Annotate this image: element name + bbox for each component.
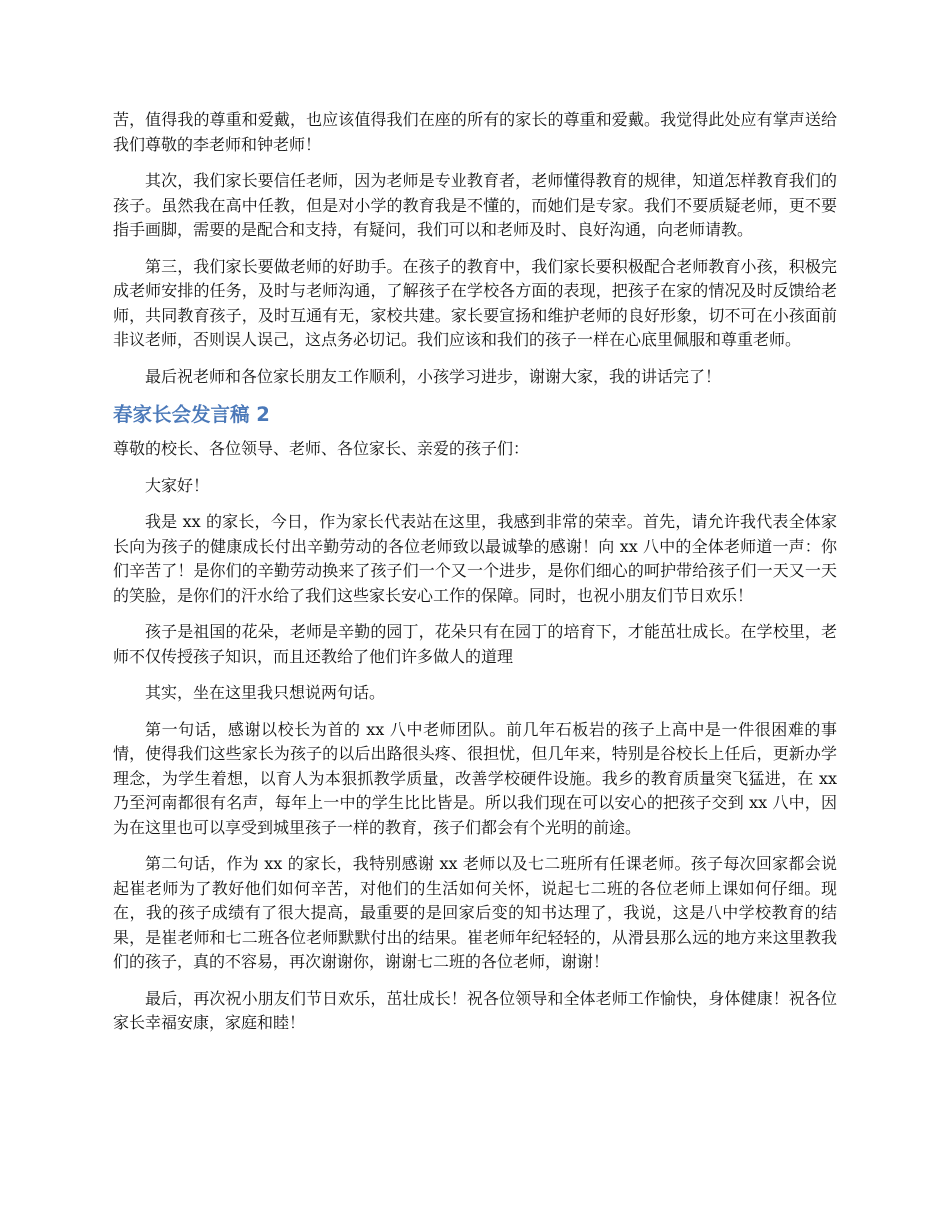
paragraph-flowers-gardeners: 孩子是祖国的花朵，老师是辛勤的园丁，花朵只有在园丁的培育下，才能茁壮成长。在学校里，老师不仅传授孩子知识，而且还教给了他们许多做人的道理: [113, 622, 837, 666]
paragraph-closing-wishes: 最后祝老师和各位家长朋友工作顺利，小孩学习进步，谢谢大家，我的讲话完了！: [145, 366, 722, 386]
paragraph-introduction: 我是 xx 的家长，今日，作为家长代表站在这里，我感到非常的荣幸。首先，请允许我代表全体家长向为孩子的健康成长付出辛勤劳动的各位老师致以最诚挚的感谢！向 xx 八中的全体老师道一声：你们辛苦了！是你们的辛勤劳动换来了孩子们一个又一个进步，是你们细心的呵护带给孩子们一天又一天的笑脸，是你们的汗水给了我们这些家长安心工作的保障。同时，也祝小朋友们节日欢乐！: [113, 512, 837, 605]
paragraph-two-sentences: 其实，坐在这里我只想说两句话。: [145, 683, 386, 702]
document-page: [113, 108, 837, 1048]
paragraph-trust-teachers: 其次，我们家长要信任老师，因为老师是专业教育者，老师懂得教育的规律，知道怎样教育我们的孩子。虽然我在高中任教，但是对小学的教育我是不懂的，而她们是专家。我们不要质疑老师，更不要指手画脚，需要的是配合和支持，有疑问，我们可以和老师及时、良好沟通，向老师请教。: [113, 171, 837, 239]
paragraph-final-wishes: 最后，再次祝小朋友们节日欢乐，茁壮成长！祝各位领导和全体老师工作愉快，身体健康！祝各位家长幸福安康，家庭和睦！: [113, 988, 837, 1032]
paragraph-greeting: 大家好！: [145, 475, 210, 495]
paragraph-continuation: 苦，值得我的尊重和爱戴，也应该值得我们在座的所有的家长的尊重和爱戴。我觉得此处应有掌声送给我们尊敬的李老师和钟老师！: [113, 110, 837, 154]
paragraph-salutation: 尊敬的校长、各位领导、老师、各位家长、亲爱的孩子们：: [113, 439, 530, 458]
section-heading: 春家长会发言稿 2: [113, 403, 270, 426]
paragraph-second-sentence: 第二句话，作为 xx 的家长，我特别感谢 xx 老师以及七二班所有任课老师。孩子每次回家都会说起崔老师为了教好他们如何辛苦，对他们的生活如何关怀，说起七二班的各位老师上课如何仔细。现在，我的孩子成绩有了很大提高，最重要的是回家后变的知书达理了，我说，这是八中学校教育的结果，是崔老师和七二班各位老师默默付出的结果。崔老师年纪轻轻的，从滑县那么远的地方来这里教我们的孩子，真的不容易，再次谢谢你，谢谢七二班的各位老师，谢谢！: [113, 854, 837, 971]
paragraph-first-sentence: 第一句话，感谢以校长为首的 xx 八中老师团队。前几年石板岩的孩子上高中是一件很困难的事情，使得我们这些家长为孩子的以后出路很头疼、很担忧，但几年来，特别是谷校长上任后，更新办学理念，为学生着想，以育人为本狠抓教学质量，改善学校硬件设施。我乡的教育质量突飞猛进，在 xx 乃至河南都很有名声，每年上一中的学生比比皆是。所以我们现在可以安心的把孩子交到 xx 八中，因为在这里也可以享受到城里孩子一样的教育，孩子们都会有个光明的前途。: [113, 719, 837, 837]
paragraph-helper: 第三，我们家长要做老师的好助手。在孩子的教育中，我们家长要积极配合老师教育小孩，积极完成老师安排的任务，及时与老师沟通，了解孩子在学校各方面的表现，把孩子在家的情况及时反馈给老师，共同教育孩子，及时互通有无，家校共建。家长要宣扬和维护老师的良好形象，切不可在小孩面前非议老师，否则误人误己，这点务必切记。我们应该和我们的孩子一样在心底里佩服和尊重老师。: [113, 256, 837, 349]
